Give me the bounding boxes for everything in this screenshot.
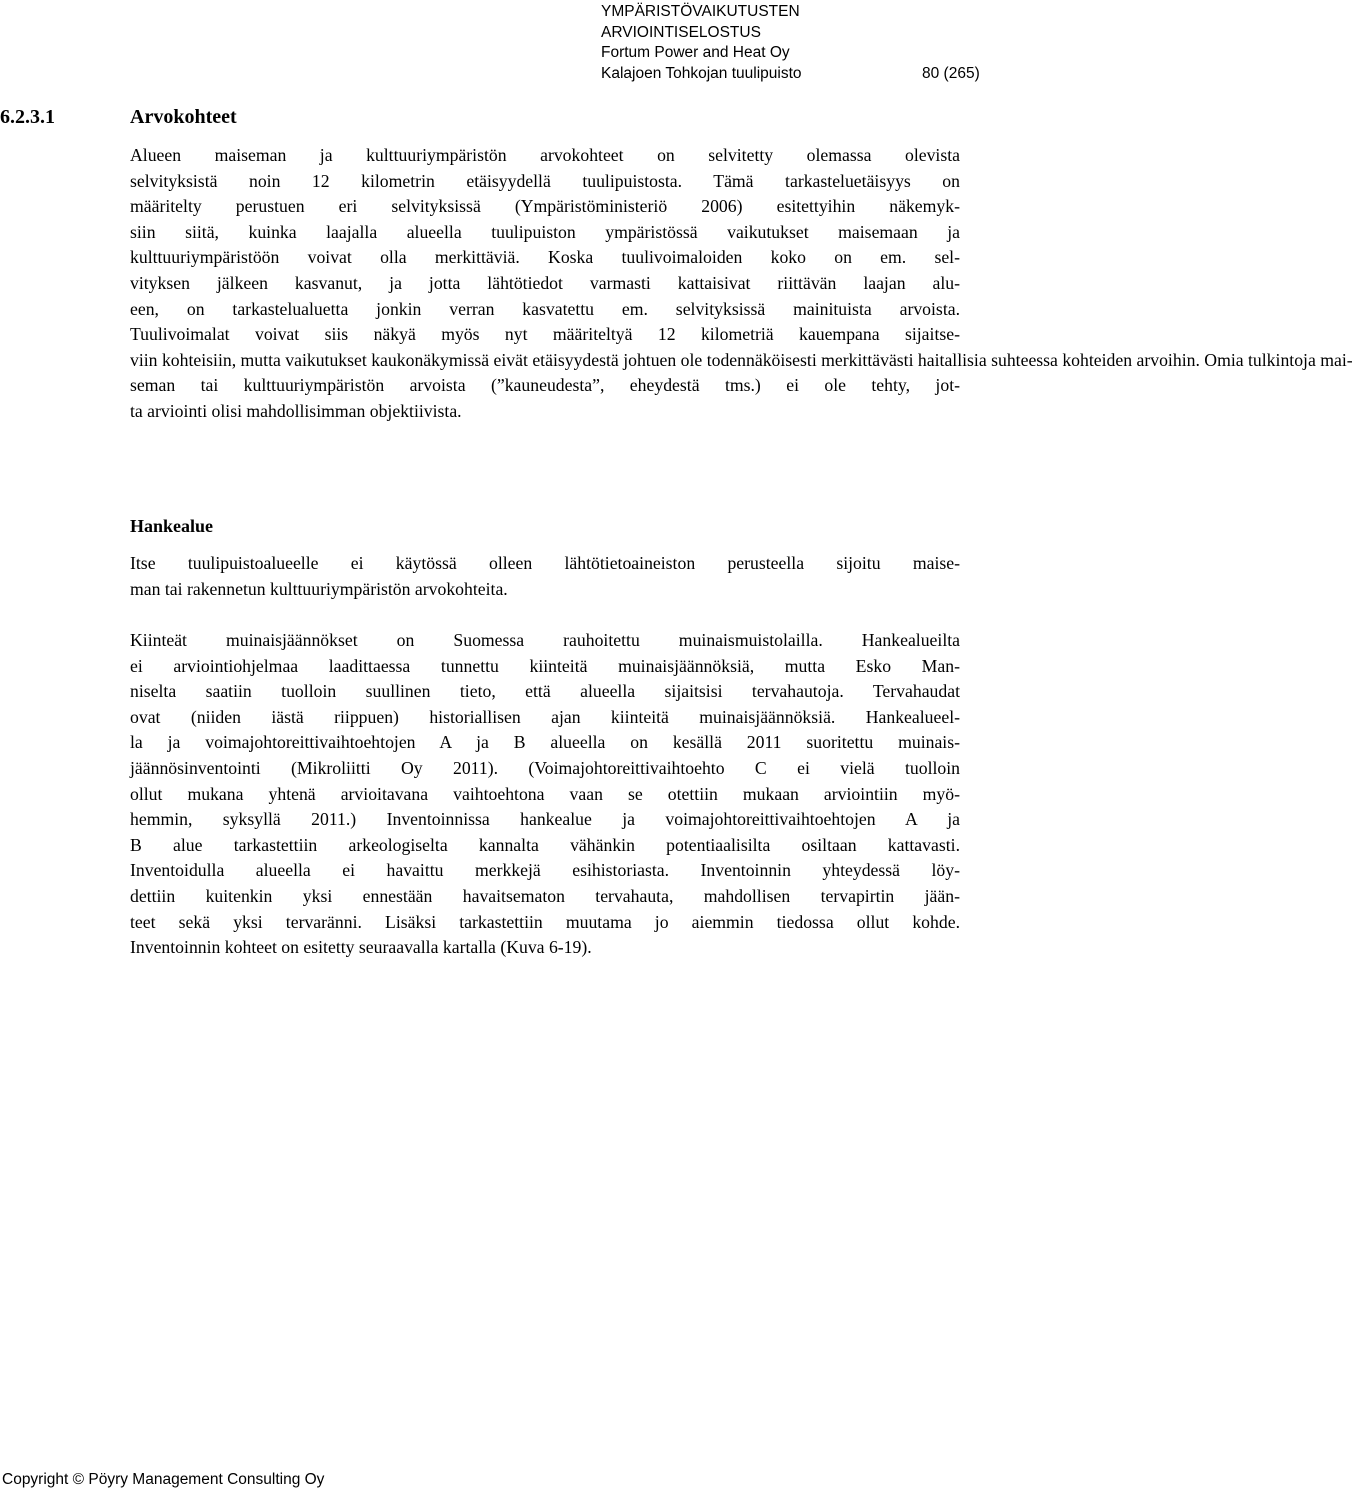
text-line: jäännösinventointi (Mikroliitti Oy 2011). (Voimajohtoreittivaihtoehto C ei vielä tuolloin xyxy=(130,757,960,778)
text-line: siin siitä, kuinka laajalla alueella tuulipuiston ympäristössä vaikutukset maisemaan ja xyxy=(130,221,960,242)
text-line: määritelty perustuen eri selvityksissä (Ympäristöministeriö 2006) esitettyihin näkemyk- xyxy=(130,196,960,217)
text-line: dettiin kuitenkin yksi ennestään havaitsematon tervahauta, mahdollisen tervapirtin jään- xyxy=(130,885,960,906)
text-line: ovat (niiden iästä riippuen) historiallisen ajan kiinteitä muinaisjäännöksiä. Hankealueel- xyxy=(130,706,960,727)
text-line: viin kohteisiin, mutta vaikutukset kaukonäkymissä eivät etäisyydestä johtuen ole todennäköisesti merkittävästi haitallisia suhteessa kohteiden arvoihin. Omia tulkintoja mai- xyxy=(130,349,1353,370)
text-line: ollut mukana yhtenä arvioitavana vaihtoehtona vaan se otettiin mukaan arviointiin myö- xyxy=(130,783,960,804)
paragraph-hankealue-intro xyxy=(130,551,960,602)
text-line: B alue tarkastettiin arkeologiselta kannalta vähänkin potentiaalisilta osiltaan kattavasti. xyxy=(130,834,960,855)
page-footer xyxy=(2,1470,324,1490)
text-line: ei arviointiohjelmaa laadittaessa tunnettu kiinteitä muinaisjäännöksiä, mutta Esko Man- xyxy=(130,655,960,676)
text-line: Alueen maiseman ja kulttuuriympäristön arvokohteet on selvitetty olemassa olevista xyxy=(130,145,960,165)
paragraph-arvokohteet xyxy=(130,143,1353,425)
header-report-type-line2: ARVIOINTISELOSTUS xyxy=(601,23,761,41)
page-number: 80 (265) xyxy=(922,64,980,82)
subsection-title: Hankealue xyxy=(130,516,214,536)
text-line: kulttuuriympäristöön voivat olla merkittäviä. Koska tuulivoimaloiden koko on em. sel- xyxy=(130,247,960,268)
text-line: een, on tarkastelualuetta jonkin verran kasvatettu em. selvityksissä mainituista arvoista. xyxy=(130,298,960,319)
text-line: Itse tuulipuistoalueelle ei käytössä olleen lähtötietoaineiston perusteella sijoitu maise- xyxy=(130,553,960,573)
text-line: selvityksistä noin 12 kilometrin etäisyydellä tuulipuistosta. Tämä tarkasteluetäisyys on xyxy=(130,170,960,191)
page-header xyxy=(601,2,980,84)
paragraph-muinaisjaannokset xyxy=(130,628,960,961)
section-title: Arvokohteet xyxy=(130,106,237,128)
text-line: hemmin, syksyllä 2011.) Inventoinnissa hankealue ja voimajohtoreittivaihtoehtojen A ja xyxy=(130,809,960,830)
text-line: seman tai kulttuuriympäristön arvoista (”kauneudesta”, eheydestä tms.) ei ole tehty, jot- xyxy=(130,375,960,396)
text-line: Inventoidulla alueella ei havaittu merkkejä esihistoriasta. Inventoinnin yhteydessä löy- xyxy=(130,860,960,881)
text-line: vityksen jälkeen kasvanut, ja jotta lähtötiedot varmasti kattaisivat riittävän laajan alu- xyxy=(130,272,960,293)
text-line: teet sekä yksi tervaränni. Lisäksi tarkastettiin muutama jo aiemmin tiedossa ollut kohde. xyxy=(130,911,960,932)
section-number: 6.2.3.1 xyxy=(0,106,55,128)
text-line: la ja voimajohtoreittivaihtoehtojen A ja B alueella on kesällä 2011 suoritettu muinais- xyxy=(130,732,960,753)
copyright-text: Copyright © Pöyry Management Consulting Oy xyxy=(2,1471,325,1488)
text-line: Inventoinnin kohteet on esitetty seuraavalla kartalla (Kuva 6-19). xyxy=(130,937,592,958)
text-line: man tai rakennetun kulttuuriympäristön arvokohteita. xyxy=(130,578,508,599)
header-company: Fortum Power and Heat Oy xyxy=(601,44,790,61)
text-line: ta arviointi olisi mahdollisimman objektiivista. xyxy=(130,400,462,421)
text-line: Kiinteät muinaisjäännökset on Suomessa rauhoitettu muinaismuistolailla. Hankealueilta xyxy=(130,630,960,650)
header-report-type-line1: YMPÄRISTÖVAIKUTUSTEN xyxy=(601,3,800,20)
header-project: Kalajoen Tohkojan tuulipuisto xyxy=(601,64,802,82)
text-line: niselta saatiin tuolloin suullinen tieto, että alueella sijaitsisi tervahautoja. Tervahaudat xyxy=(130,681,960,702)
text-line: Tuulivoimalat voivat siis näkyä myös nyt määriteltyä 12 kilometriä kauempana sijaitse- xyxy=(130,324,960,345)
